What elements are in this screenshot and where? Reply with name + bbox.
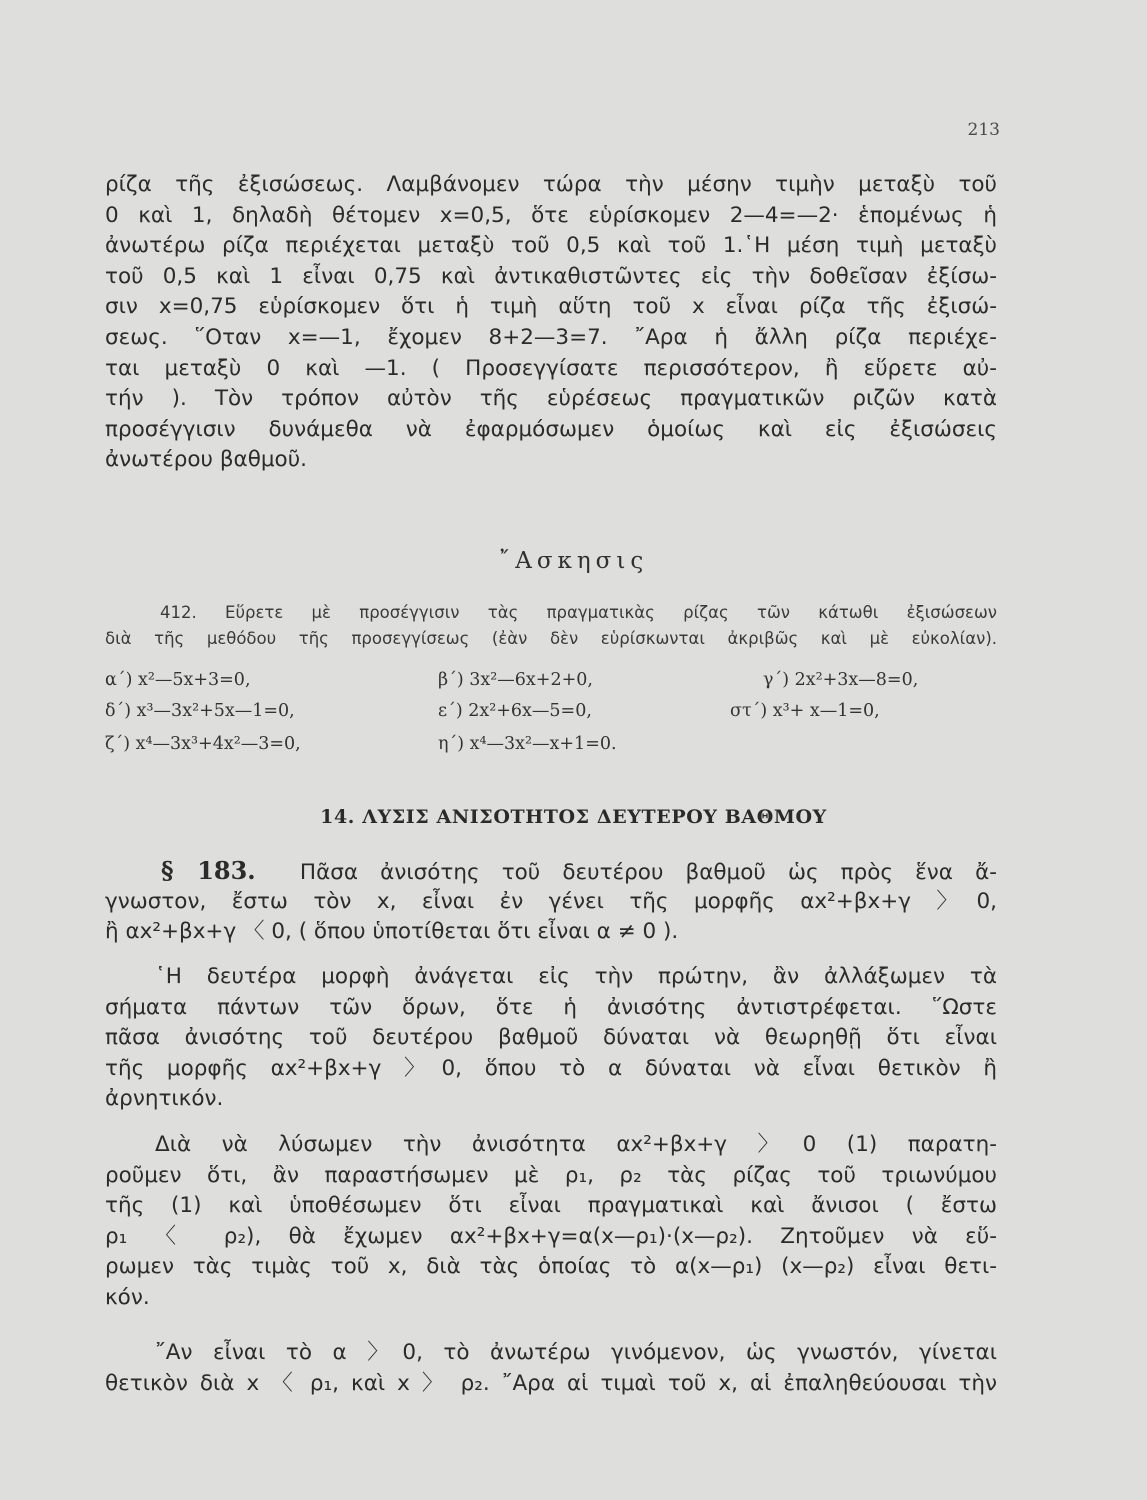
text-line: ροῦμεν ὅτι, ἂν παραστήσωμεν μὲ ρ₁, ρ₂ τὰς ρίζας τοῦ τριωνύμου <box>105 1162 997 1188</box>
section-first-line: Πᾶσα ἀνισότης τοῦ δευτέρου βαθμοῦ ὡς πρὸς ἕνα ἄ- <box>299 860 998 885</box>
text-line: ται μεταξὺ 0 καὶ —1. ( Προσεγγίσατε περισσότερον, ἢ εὕρετε αὐ- <box>105 355 997 381</box>
text-line: σήματα πάντων τῶν ὅρων, ὅτε ἡ ἀνισότης ἀντιστρέφεται. ῞Ωστε <box>105 994 997 1020</box>
equation: ζ΄) x⁴—3x³+4x²—3=0, <box>105 734 301 754</box>
text-line: ἀνωτέρου βαθμοῦ. <box>105 447 307 473</box>
section-title: 14. ΛΥΣΙΣ ΑΝΙΣΟΤΗΤΟΣ ΔΕΥΤΕΡΟΥ ΒΑΘΜΟΥ <box>320 806 827 828</box>
text-line: τῆς (1) καὶ ὑποθέσωμεν ὅτι εἶναι πραγματικαὶ καὶ ἄνισοι ( ἔστω <box>105 1193 997 1219</box>
equation: γ΄) 2x²+3x—8=0, <box>763 670 919 690</box>
text-line: ῾Η δευτέρα μορφὴ ἀνάγεται εἰς τὴν πρώτην, ἂν ἀλλάξωμεν τὰ <box>155 964 997 989</box>
text-line: κόν. <box>105 1284 150 1310</box>
section-paragraph <box>105 856 997 948</box>
equation: στ΄) x³+ x—1=0, <box>730 701 880 721</box>
equation: η΄) x⁴—3x²—x+1=0. <box>438 734 617 754</box>
paragraph-continuation <box>105 170 997 476</box>
exercises-heading: ῎Ασκησις <box>498 548 649 574</box>
text-line: ρ₁ 〈 ρ₂), θὰ ἔχωμεν αx²+βx+γ=α(x—ρ₁)·(x—ρ₂). Ζητοῦμεν νὰ εὕ- <box>105 1223 997 1249</box>
text-line <box>105 856 997 887</box>
page-number: 213 <box>967 120 1000 140</box>
text-line: ῎Αν εἶναι τὸ α 〉0, τὸ ἀνωτέρω γινόμενον, ὡς γνωστόν, γίνεται <box>155 1340 997 1365</box>
paragraph <box>105 962 997 1115</box>
text-line: σιν x=0,75 εὑρίσκομεν ὅτι ἡ τιμὴ αὕτη τοῦ x εἶναι ρίζα τῆς ἐξισώ- <box>105 294 997 320</box>
equation: β΄) 3x²—6x+2+0, <box>438 670 593 690</box>
text-line: προσέγγισιν δυνάμεθα νὰ ἐφαρμόσωμεν ὁμοίως καὶ εἰς ἐξισώσεις <box>105 416 997 442</box>
text-line: τήν ). Τὸν τρόπον αὐτὸν τῆς εὑρέσεως πραγματικῶν ριζῶν κατὰ <box>105 386 997 412</box>
text-line: τοῦ 0,5 καὶ 1 εἶναι 0,75 καὶ ἀντικαθιστῶντες εἰς τὴν δοθεῖσαν ἐξίσω- <box>105 263 997 289</box>
equation: δ΄) x³—3x²+5x—1=0, <box>105 701 295 721</box>
equation-row <box>105 734 997 762</box>
text-line: 0 καὶ 1, δηλαδὴ θέτομεν x=0,5, ὅτε εὑρίσκομεν 2—4=—2· ἑπομένως ἡ <box>105 202 997 228</box>
equation: α΄) x²—5x+3=0, <box>105 670 251 690</box>
paragraph <box>105 1338 997 1399</box>
text-line: ἢ αx²+βx+γ 〈 0, ( ὅπου ὑποτίθεται ὅτι εἶναι α ≠ 0 ). <box>105 919 679 945</box>
text-line: γνωστον, ἔστω τὸν x, εἶναι ἐν γένει τῆς μορφῆς αx²+βx+γ 〉0, <box>105 888 997 914</box>
paragraph <box>105 1130 997 1314</box>
section-number: § 183. <box>161 856 256 885</box>
text-line: Διὰ νὰ λύσωμεν τὴν ἀνισότητα αx²+βx+γ 〉0 (1) παρατη- <box>155 1132 997 1157</box>
exercise-statement <box>105 600 997 652</box>
equation-row <box>105 701 997 729</box>
text-line: ρωμεν τὰς τιμὰς τοῦ x, διὰ τὰς ὁποίας τὸ α(x—ρ₁) (x—ρ₂) εἶναι θετι- <box>105 1254 997 1280</box>
text-line: τῆς μορφῆς αx²+βx+γ 〉0, ὅπου τὸ α δύναται νὰ εἶναι θετικὸν ἢ <box>105 1055 997 1081</box>
text-line: σεως. ῞Οταν x=—1, ἔχομεν 8+2—3=7. ῎Αρα ἡ ἄλλη ρίζα περιέχε- <box>105 324 997 350</box>
text-line: ρίζα τῆς ἐξισώσεως. Λαμβάνομεν τώρα τὴν μέσην τιμὴν μεταξὺ τοῦ <box>105 172 997 197</box>
text-line: πᾶσα ἀνισότης τοῦ δευτέρου βαθμοῦ δύναται νὰ θεωρηθῇ ὅτι εἶναι <box>105 1025 997 1051</box>
exercise-line: 412. Εὕρετε μὲ προσέγγισιν τὰς πραγματικὰς ρίζας τῶν κάτωθι ἐξισώσεων <box>160 603 997 622</box>
text-line: θετικὸν διὰ x 〈 ρ₁, καὶ x 〉 ρ₂. ῎Αρα αἱ τιμαὶ τοῦ x, αἱ ἐπαληθεύουσαι τὴν <box>105 1370 997 1396</box>
equation: ε΄) 2x²+6x—5=0, <box>438 701 592 721</box>
exercise-line: διὰ τῆς μεθόδου τῆς προσεγγίσεως (ἐὰν δὲν εὑρίσκωνται ἀκριβῶς καὶ μὲ εὐκολίαν). <box>105 629 997 648</box>
text-line: ἀρνητικόν. <box>105 1086 224 1112</box>
equation-row <box>105 670 997 698</box>
text-line: ἀνωτέρω ρίζα περιέχεται μεταξὺ τοῦ 0,5 καὶ τοῦ 1.῾Η μέση τιμὴ μεταξὺ <box>105 233 997 259</box>
